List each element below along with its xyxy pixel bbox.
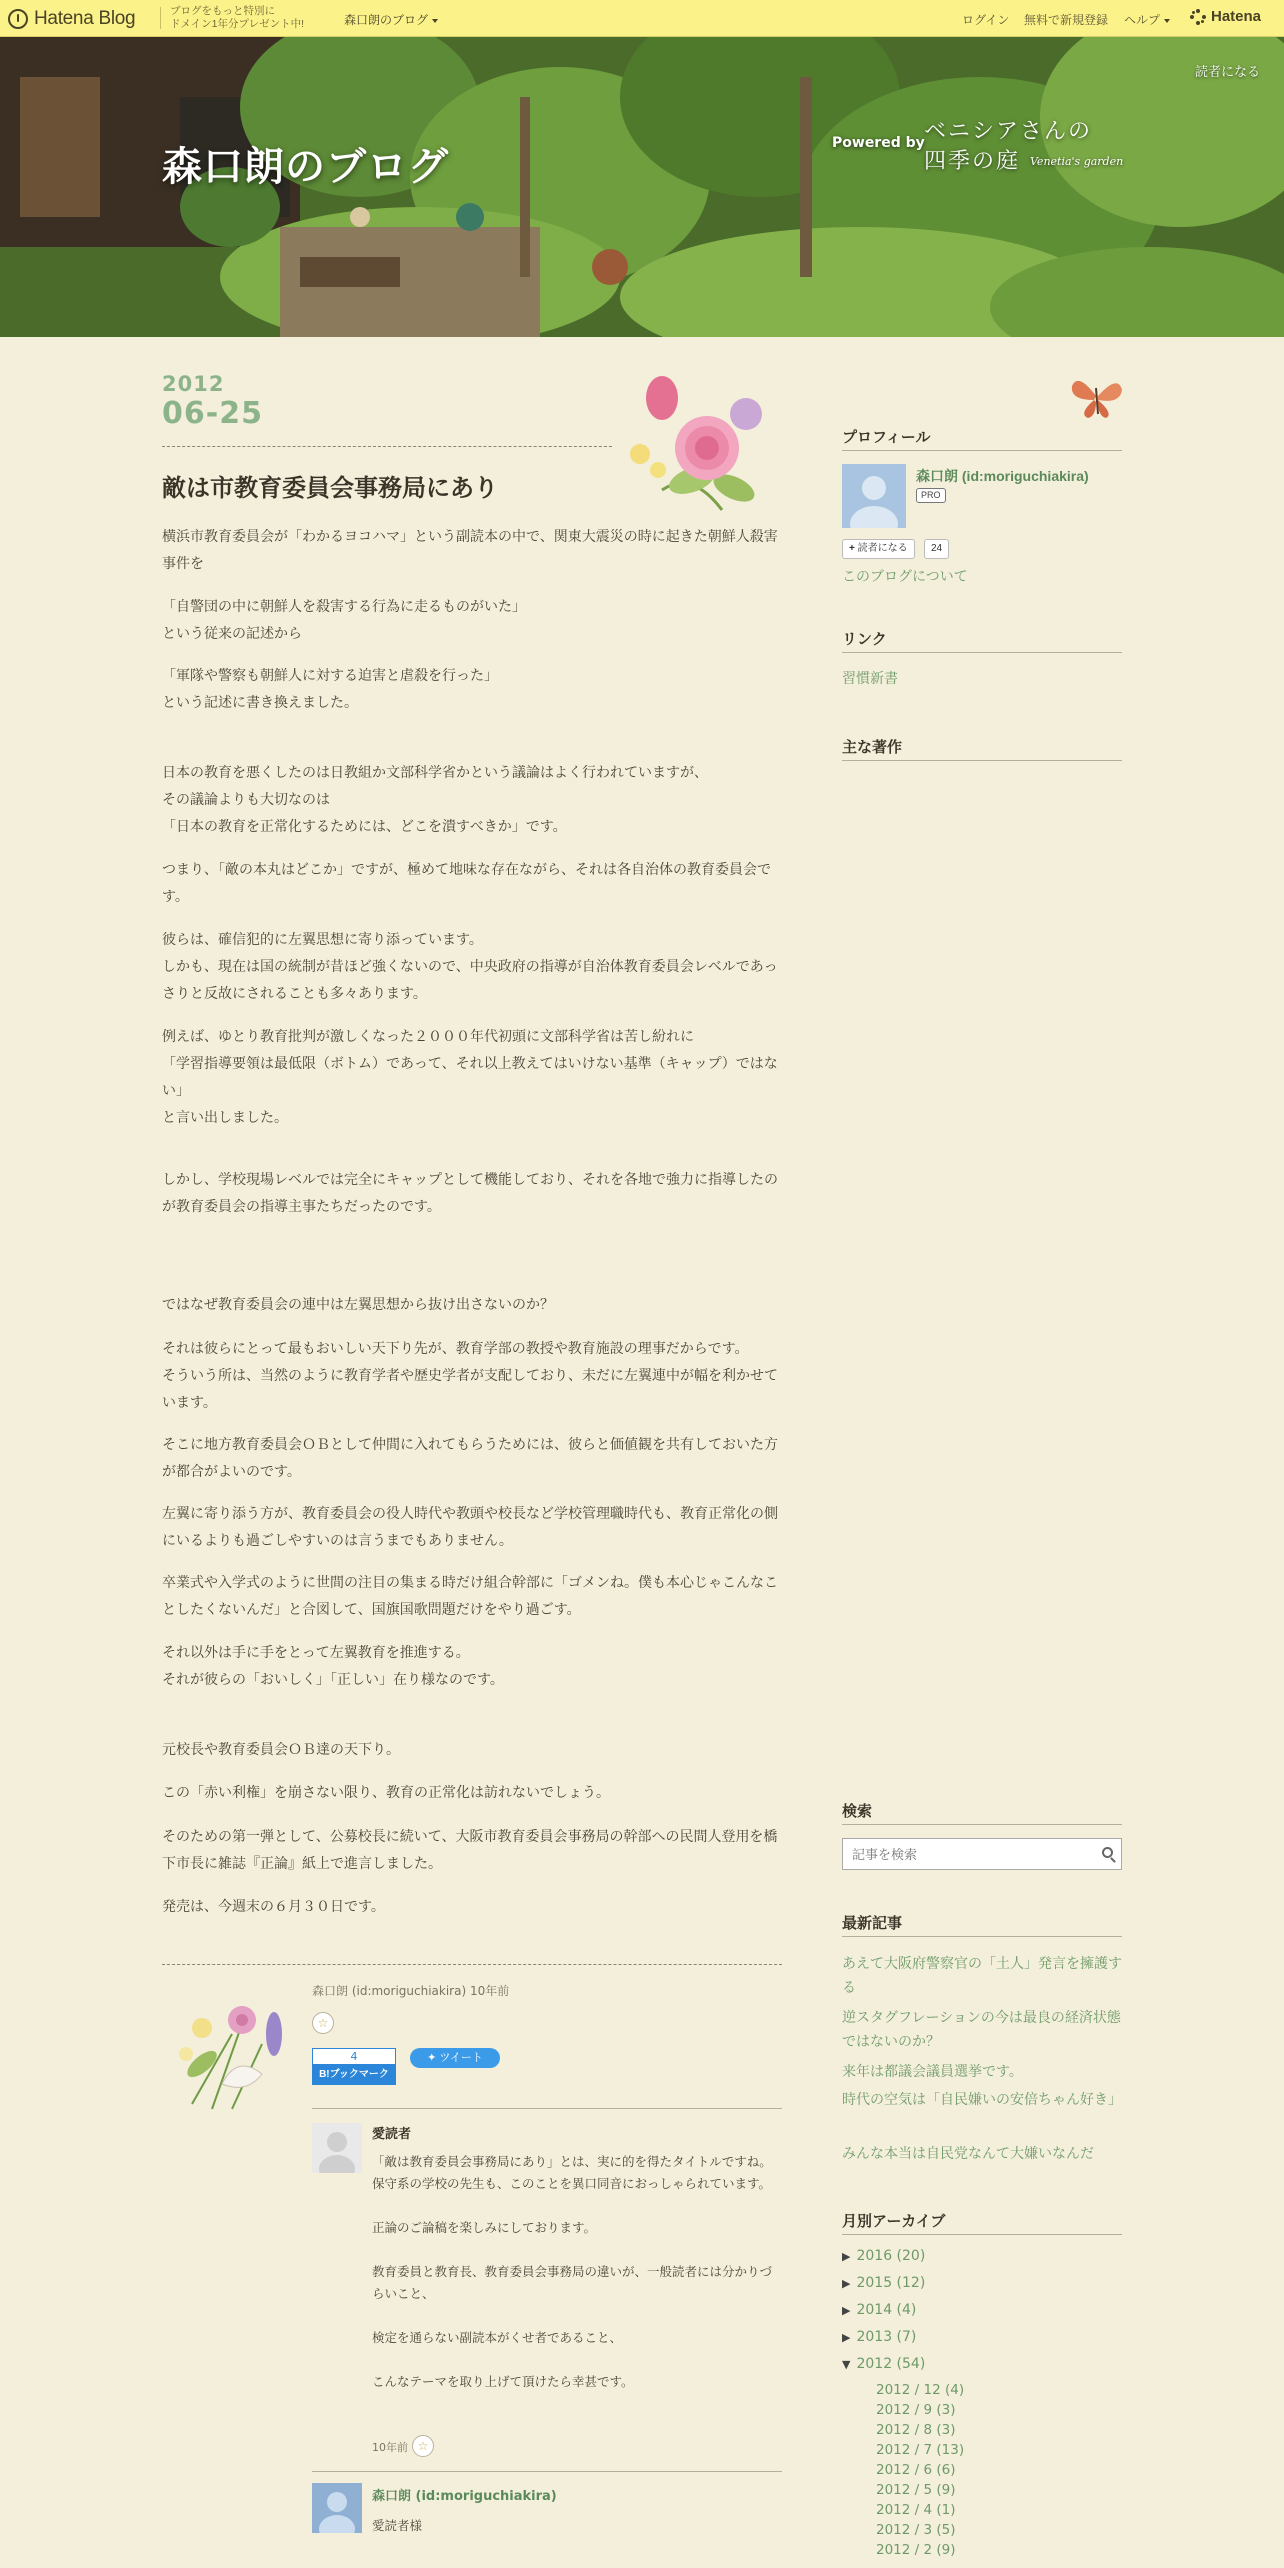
entry-paragraph: 「自警団の中に朝鮮人を殺害する行為に走るものがいた」 という従来の記述から [162,599,526,642]
archive-month-link[interactable]: 2012 / 2 (9) [876,2542,956,2558]
archive-month-link[interactable]: 2012 / 3 (5) [876,2522,956,2538]
triangle-right-icon: ▶ [842,2277,851,2290]
comment-list [312,2108,782,2533]
entry-paragraph: つまり、「敵の本丸はどこか」ですが、極めて地味な存在ながら、それは各自治体の教育委員会です。 [162,862,771,905]
triangle-right-icon: ▶ [842,2304,851,2317]
twitter-bird-icon: ✦ [427,2052,440,2064]
comment-avatar[interactable] [312,2123,362,2173]
archive-year-toggle[interactable] [842,2248,925,2264]
entry-paragraph: そこに地方教育委員会ＯＢとして仲間に入れてもらうためには、彼らと価値観を共有しておいた方が都合がよいのです。 [162,1437,778,1480]
archive-month-link[interactable]: 2012 / 9 (3) [876,2402,956,2418]
recent-entry-link[interactable]: 時代の空気は「自民嫌いの安倍ちゃん好き」 [842,2092,1122,2108]
follow-button[interactable] [842,539,915,559]
search-box [842,1838,1122,1870]
comment-time[interactable]: 10年前 [372,2441,408,2454]
entry-paragraph: 発売は、今週末の６月３０日です。 [162,1899,385,1915]
archive-month-link[interactable]: 2012 / 4 (1) [876,2502,956,2518]
entry-date-year[interactable]: 2012 [162,372,225,396]
archive-year-label: 2014 (4) [856,2302,917,2318]
comment-divider [312,2471,782,2472]
profile-avatar[interactable] [842,464,906,528]
follower-count[interactable]: 24 [924,539,949,559]
domain-promo-link[interactable] [170,5,304,31]
rose-illustration-icon [622,370,782,520]
search-input[interactable] [850,1840,1094,1870]
archive-module-title: 月別アーカイブ [842,2210,1122,2235]
recent-entry-link[interactable]: 来年は都議会議員選挙です。 [842,2064,1023,2080]
add-star-icon[interactable]: ☆ [412,2435,434,2457]
bouquet-illustration-icon [162,1984,302,2114]
comment-text: 「敵は教育委員会事務局にあり」とは、実に的を得たタイトルですね。 保守系の学校の先生も、このことを異口同音におっしゃられています。 正論のご論稿を楽しみにしております。 教育委員と教育長、教育委員会事務局の違いが、一般読者には分かりづらいこと、 検定を通らない副読本がくせ者であること、 こんなテーマを取り上げて頂けたら幸甚です。 [372,2154,773,2389]
archive-year-toggle[interactable] [842,2302,916,2318]
search-icon[interactable] [1102,1847,1113,1858]
header-divider [160,7,161,29]
entry-paragraph: 例えば、ゆとり教育批判が激しくなった２０００年代初頭に文部科学省は苦し紛れに 「学習指導要領は最低限（ボトム）であって、それ以上教えてはいけない基準（キャップ）ではない」 と言い出しました。 [162,1029,778,1126]
hatena-blog-logo[interactable] [8,7,135,31]
tweet-button[interactable] [410,2048,500,2068]
sponsor-logo [924,117,1092,177]
books-module-title: 主な著作 [842,736,1122,761]
triangle-right-icon: ▶ [842,2250,851,2263]
header-subscribe-button[interactable]: 読者になる [1194,65,1260,80]
entry-paragraph: この「赤い利権」を崩さない限り、教育の正常化は訪れないでしょう。 [162,1785,610,1801]
archive-year-toggle[interactable] [842,2275,925,2291]
archive-month-link[interactable]: 2012 / 8 (3) [876,2422,956,2438]
entry-paragraph: それは彼らにとって最もおいしい天下り先が、教育学部の教授や教育施設の理事だからです。 そういう所は、当然のように教育学者や歴史学者が支配しており、未だに左翼連中が幅を利かせています。 [162,1341,778,1411]
entry-paragraph: しかし、学校現場レベルでは完全にキャップとして機能しており、それを各地で強力に指導したのが教育委員会の指導主事たちだったのです。 [162,1172,778,1215]
archive-year-label: 2015 (12) [856,2275,926,2291]
archive-year-toggle[interactable] [842,2329,916,2345]
archive-year-label: 2013 (7) [856,2329,917,2345]
entry-paragraph: ではなぜ教育委員会の連中は左翼思想から抜け出さないのか？ [162,1297,554,1313]
archive-year-toggle[interactable] [842,2356,925,2372]
archive-month-link[interactable]: 2012 / 5 (9) [876,2482,956,2498]
recent-entry-link[interactable]: 逆スタグフレーションの今は最良の経済状態ではないのか？ [842,2010,1121,2050]
chevron-down-icon [432,19,438,23]
entry-paragraph: 彼らは、確信犯的に左翼思想に寄り添っています。 しかも、現在は国の統制が昔ほど強くないので、中央政府の指導が自治体教育委員会レベルであっさりと反故にされることも多々あります。 [162,932,778,1002]
entry-paragraph: 「軍隊や警察も朝鮮人に対する迫害と虐殺を行った」 という記述に書き換えました。 [162,668,498,711]
comment-text: 愛読者様 [372,2518,423,2533]
entry-paragraph: そのための第一弾として、公募校長に続いて、大阪市教育委員会事務局の幹部への民間人登用を橋下市長に雑誌『正論』紙上で進言しました。 [162,1829,778,1872]
archive-month-link[interactable]: 2012 / 7 (13) [876,2442,965,2458]
pro-badge: PRO [916,488,946,503]
entry-paragraph: 元校長や教育委員会ＯＢ達の天下り。 [162,1742,400,1758]
links-module-title: リンク [842,628,1122,653]
sponsor-line-1: ベニシアさんの [924,119,1093,144]
hatena-bookmark-button[interactable]: B!ブックマーク [312,2065,396,2085]
promo-line-1: ブログをもっと特別に [170,5,275,17]
hatena-dots-icon [1190,9,1206,25]
entry-date-month-day[interactable]: 06-25 [162,396,263,431]
hatena-global-header [0,0,1284,37]
archive-year-label: 2012 (54) [856,2356,926,2372]
archive-month-link[interactable]: 2012 / 12 (4) [876,2382,965,2398]
blog-menu-dropdown[interactable] [344,11,438,28]
entry-title[interactable]: 敵は市教育委員会事務局にあり [162,474,498,502]
hatena-logo-icon [8,9,28,29]
entry-paragraph: それ以外は手に手をとって左翼教育を推進する。 それが彼らの「おいしく」「正しい」在り様なのです。 [162,1645,504,1688]
powered-by-label: Powered by [832,135,925,151]
tweet-label: ツイート [439,2052,483,2064]
profile-module-title: プロフィール [842,426,1122,451]
sponsor-subtitle: Venetia's garden [1030,155,1124,168]
logo-text: Hatena Blog [34,8,136,29]
comment-author[interactable]: 愛読者 [372,2127,412,2142]
comment-avatar[interactable] [312,2483,362,2533]
follow-label: 読者になる [857,543,908,554]
sidebar-link-item[interactable]: 習慣新書 [842,671,898,687]
hatena-brand-label: Hatena [1211,8,1262,25]
login-link[interactable]: ログイン [962,13,1010,27]
chevron-down-icon [1164,19,1170,23]
date-divider [162,446,612,447]
archive-year-label: 2016 (20) [856,2248,926,2264]
add-star-icon[interactable]: ☆ [312,2012,334,2034]
hatena-menu[interactable] [1190,8,1261,25]
entry-paragraph: 左翼に寄り添う方が、教育委員会の役人時代や教頭や校長など学校管理職時代も、教育正常化の側にいるよりも過ごしやすいのは言うまでもありません。 [162,1506,778,1549]
archive-month-link[interactable]: 2012 / 6 (6) [876,2462,956,2478]
entry-paragraph: 日本の教育を悪くしたのは日教組か文部科学省かという議論はよく行われていますが、 その議論よりも大切なのは 「日本の教育を正常化するためには、どこを潰すべきか」です。 [162,765,708,835]
blog-menu-label: 森口朗のブログ [344,13,429,27]
triangle-down-icon: ▼ [842,2358,851,2371]
recent-module-title: 最新記事 [842,1912,1122,1937]
about-blog-link[interactable]: このブログについて [842,569,968,585]
entry-author-meta[interactable]: 森口朗 (id:moriguchiakira) 10年前 [312,1984,510,1998]
plus-icon: + [849,543,858,554]
blog-title[interactable]: 森口朗のブログ [162,144,449,190]
signup-link[interactable]: 無料で新規登録 [1024,13,1109,27]
entry-paragraph: 卒業式や入学式のように世間の注目の集まる時だけ組合幹部に「ゴメンね。僕も本心じゃこんなことしたくないんだ」と合図して、国旗国歌問題だけをやり過ごす。 [162,1575,778,1618]
entry-footer-divider [162,1964,782,1965]
butterfly-illustration-icon [1068,370,1124,420]
entry-paragraph: 横浜市教育委員会が「わかるヨコハマ」という副読本の中で、関東大震災の時に起きた朝鮮人殺害事件を [162,529,778,572]
help-label: ヘルプ [1124,13,1161,27]
blog-header-image [0,37,1284,337]
search-module-title: 検索 [842,1800,1122,1825]
help-menu[interactable] [1124,11,1170,28]
comment-author[interactable]: 森口朗 (id:moriguchiakira) [372,2489,557,2504]
recent-entry-link[interactable]: みんな本当は自民党なんて大嫌いなんだ [842,2146,1094,2162]
recent-entry-link[interactable]: あえて大阪府警察官の「土人」発言を擁護する [842,1956,1122,1996]
bookmark-count[interactable]: 4 [312,2048,396,2065]
profile-name-link[interactable]: 森口朗 (id:moriguchiakira) [916,468,1089,484]
promo-line-2: ドメイン1年分プレゼント中! [170,18,305,30]
sponsor-line-2: 四季の庭 [924,149,1021,174]
triangle-right-icon: ▶ [842,2331,851,2344]
